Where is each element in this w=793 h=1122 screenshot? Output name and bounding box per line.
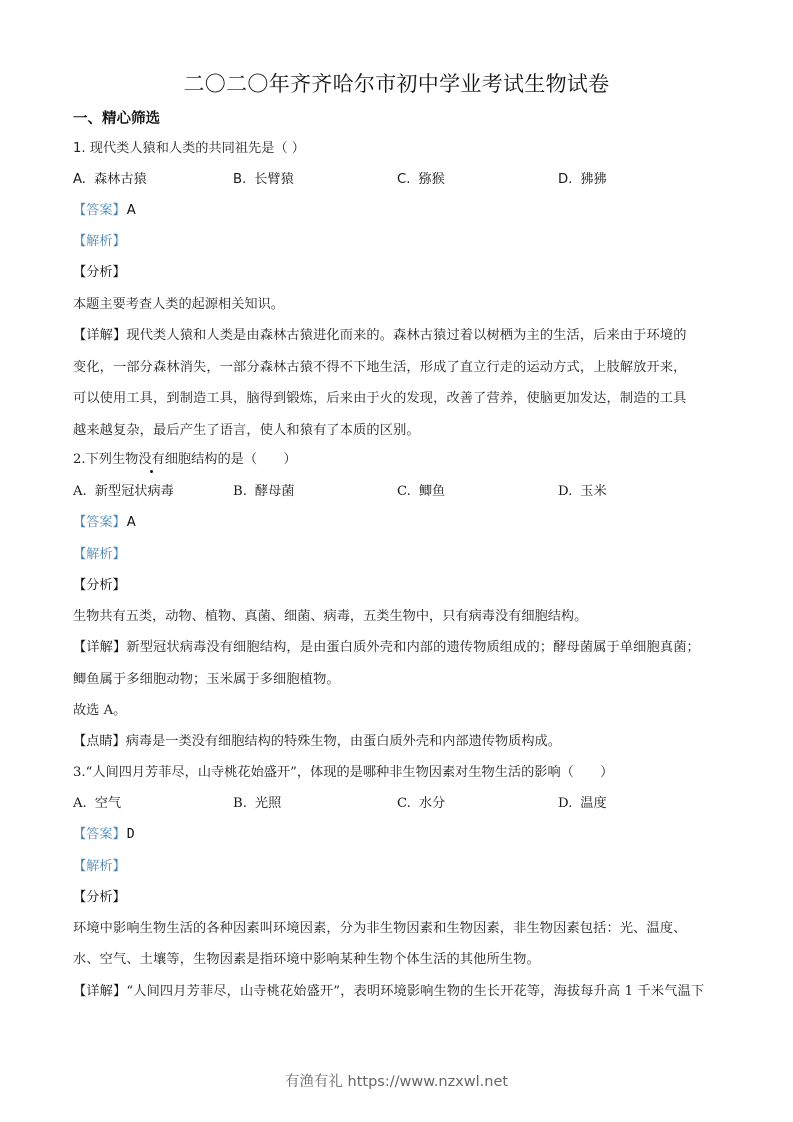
question-3-answer — [73, 825, 135, 845]
option-c — [397, 482, 445, 502]
page-title: 二〇二〇年齐齐哈尔市初中学业考试生物试卷 — [183, 72, 610, 96]
detail-text: 新型冠状病毒没有细胞结构，是由蛋白质外壳和内部的遗传物质组成的；酵母菌属于单细胞真菌； — [126, 640, 700, 655]
question-2-answer — [73, 513, 136, 533]
option-text: 新型冠状病毒 — [94, 484, 174, 499]
option-a — [73, 170, 147, 190]
question-3-stem: 3.“人间四月芳菲尽，山寺桃花始盛开”，体现的是哪种非生物因素对生物生活的影响（ ） — [73, 765, 614, 780]
option-c — [397, 794, 445, 814]
question-1-detail-line-4: 越来越复杂，最后产生了语言，使人和猿有了本质的区别。 — [73, 423, 420, 438]
question-2-detail-line-1 — [73, 638, 723, 658]
option-key: B. — [233, 172, 247, 187]
option-key: B. — [233, 484, 247, 499]
stem-prefix: 2.下列生物 — [73, 452, 139, 467]
question-3-detail-line-1 — [73, 982, 723, 1002]
question-1-detail-line-1 — [73, 326, 723, 346]
option-key: A. — [73, 172, 86, 187]
tip-text: 病毒是一类没有细胞结构的特殊生物，由蛋白质外壳和内部遗传物质构成。 — [125, 734, 561, 749]
option-d — [558, 794, 607, 814]
answer-label: 【答案】 — [73, 827, 126, 842]
question-1-detail-line-2: 变化，一部分森林消失，一部分森林古猿不得不下地生活，形成了直立行走的运动方式，上肢解放开来， — [73, 360, 687, 375]
option-b — [233, 794, 281, 814]
answer-value: A — [126, 203, 136, 218]
option-text: 光照 — [254, 796, 282, 811]
option-text: 鲫鱼 — [418, 484, 446, 499]
option-text: 狒狒 — [580, 172, 607, 187]
option-text: 森林古猿 — [93, 172, 147, 187]
option-a — [73, 482, 174, 502]
option-key: D. — [558, 172, 573, 187]
detail-label: 【详解】 — [73, 984, 127, 999]
option-text: 温度 — [580, 796, 607, 811]
question-3-options — [73, 794, 733, 814]
option-key: A. — [73, 796, 87, 811]
question-1-answer — [73, 201, 136, 221]
question-2-conclusion: 故选 A。 — [73, 703, 127, 718]
option-text: 猕猴 — [418, 172, 445, 187]
question-1-analysis-text: 本题主要考查人类的起源相关知识。 — [73, 297, 284, 312]
question-3-analysis-header: 【解析】 — [73, 859, 126, 874]
question-1-detail-line-3: 可以使用工具，到制造工具，脑得到锻炼，后来由于火的发现，改善了营养，使脑更加发达，制造的工具 — [73, 391, 687, 406]
stem-emphasis: 没有 — [138, 452, 165, 467]
option-c — [397, 170, 445, 190]
answer-value: A — [126, 515, 136, 530]
stem-suffix: 细胞结构的是（ ） — [164, 452, 297, 467]
option-key: D. — [558, 484, 573, 499]
option-d — [558, 170, 607, 190]
question-2-analysis-header: 【解析】 — [73, 547, 126, 562]
option-b — [233, 482, 294, 502]
question-2-analysis-text: 生物共有五类，动物、植物、真菌、细菌、病毒，五类生物中，只有病毒没有细胞结构。 — [73, 609, 588, 624]
option-key: C. — [397, 484, 411, 499]
option-text: 空气 — [94, 796, 122, 811]
option-key: C. — [397, 796, 411, 811]
answer-label: 【答案】 — [73, 515, 126, 530]
option-key: D. — [558, 796, 573, 811]
option-key: C. — [397, 172, 411, 187]
question-3-analysis-label: 【分析】 — [73, 890, 126, 905]
question-2-analysis-label: 【分析】 — [73, 578, 126, 593]
option-text: 长臂猿 — [254, 172, 294, 187]
question-2-stem — [73, 450, 297, 470]
question-2-options — [73, 482, 733, 502]
detail-label: 【详解】 — [73, 328, 127, 343]
footer-watermark: 有渔有礼 https://www.nzxwl.net — [284, 1074, 509, 1090]
question-1-options — [73, 170, 733, 190]
detail-text: 现代类人猿和人类是由森林古猿进化而来的。森林古猿过着以树栖为主的生活，后来由于环境的 — [126, 328, 687, 343]
question-1-analysis-label: 【分析】 — [73, 265, 126, 280]
question-1-stem: 1. 现代类人猿和人类的共同祖先是（ ） — [73, 141, 305, 156]
answer-label: 【答案】 — [73, 203, 126, 218]
option-d — [558, 482, 607, 502]
option-a — [73, 794, 121, 814]
question-2-tip — [73, 732, 561, 752]
detail-label: 【详解】 — [73, 640, 127, 655]
option-key: B. — [233, 796, 247, 811]
option-text: 酵母菌 — [254, 484, 295, 499]
question-3-analysis-line-2: 水、空气、土壤等，生物因素是指环境中影响某种生物个体生活的其他所生物。 — [73, 952, 540, 967]
section-heading: 一、精心筛选 — [73, 111, 160, 127]
tip-label: 【点睛】 — [73, 734, 126, 749]
option-b — [233, 170, 294, 190]
answer-value: D — [126, 827, 135, 842]
question-1-analysis-header: 【解析】 — [73, 234, 126, 249]
question-2-detail-line-2: 鲫鱼属于多细胞动物；玉米属于多细胞植物。 — [73, 672, 340, 687]
option-text: 玉米 — [580, 484, 607, 499]
option-key: A. — [73, 484, 87, 499]
option-text: 水分 — [418, 796, 446, 811]
question-3-analysis-line-1: 环境中影响生物生活的各种因素叫环境因素，分为非生物因素和生物因素，非生物因素包括：光、温度、 — [73, 921, 687, 936]
detail-text: “人间四月芳菲尽，山寺桃花始盛开”，表明环境影响生物的生长开花等，海拔每升高 1 千米气温下 — [126, 984, 705, 999]
